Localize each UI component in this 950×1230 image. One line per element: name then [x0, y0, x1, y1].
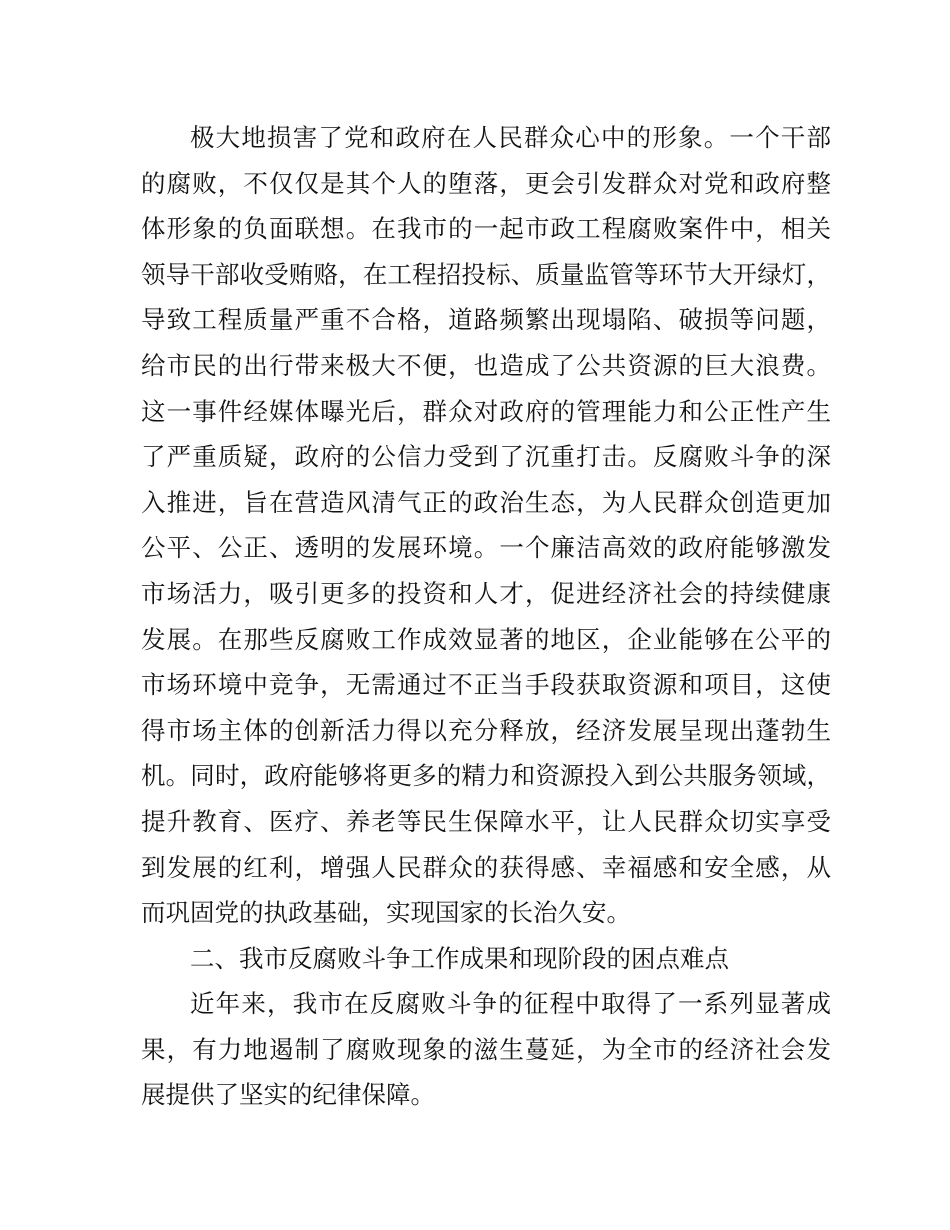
text-line: 到发展的红利，增强人民群众的获得感、幸福感和安全感，从 [141, 852, 831, 882]
section-heading [141, 936, 831, 982]
text-line: 导致工程质量严重不合格，道路频繁出现塌陷、破损等问题， [141, 305, 831, 335]
text-line: 近年来，我市在反腐败斗争的征程中取得了一系列显著成 [190, 989, 831, 1019]
text-line: 展提供了坚实的纪律保障。 [141, 1080, 435, 1110]
text-line: 得市场主体的创新活力得以充分释放，经济发展呈现出蓬勃生 [141, 715, 831, 745]
text-line: 发展。在那些反腐败工作成效显著的地区，企业能够在公平的 [141, 624, 831, 654]
text-line: 极大地损害了党和政府在人民群众心中的形象。一个干部 [190, 123, 831, 152]
text-line: 入推进，旨在营造风清气正的政治生态，为人民群众创造更加 [141, 487, 831, 517]
text-line: 提升教育、医疗、养老等民生保障水平，让人民群众切实享受 [141, 806, 831, 836]
text-line: 果，有力地遏制了腐败现象的滋生蔓延，为全市的经济社会发 [141, 1034, 831, 1064]
text-line: 了严重质疑，政府的公信力受到了沉重打击。反腐败斗争的深 [141, 442, 831, 472]
text-line: 这一事件经媒体曝光后，群众对政府的管理能力和公正性产生 [141, 396, 831, 426]
text-line: 给市民的出行带来极大不便，也造成了公共资源的巨大浪费。 [141, 350, 831, 380]
document-body [141, 115, 831, 1118]
text-line: 机。同时，政府能够将更多的精力和资源投入到公共服务领域， [141, 761, 831, 791]
text-line: 市场环境中竞争，无需通过不正当手段获取资源和项目，这使 [141, 670, 831, 700]
text-line: 领导干部收受贿赂，在工程招投标、质量监管等环节大开绿灯， [141, 259, 831, 289]
text-line: 体形象的负面联想。在我市的一起市政工程腐败案件中，相关 [141, 214, 831, 244]
section-heading-text: 二、我市反腐败斗争工作成果和现阶段的困点难点 [190, 943, 729, 973]
text-line: 公平、公正、透明的发展环境。一个廉洁高效的政府能够激发 [141, 533, 831, 563]
text-line: 而巩固党的执政基础，实现国家的长治久安。 [141, 898, 631, 928]
paragraph-achievements [141, 981, 831, 1118]
paragraph-corruption-impact [141, 115, 831, 936]
text-line: 的腐败，不仅仅是其个人的堕落，更会引发群众对党和政府整 [141, 168, 831, 198]
text-line: 市场活力，吸引更多的投资和人才，促进经济社会的持续健康 [141, 578, 831, 608]
